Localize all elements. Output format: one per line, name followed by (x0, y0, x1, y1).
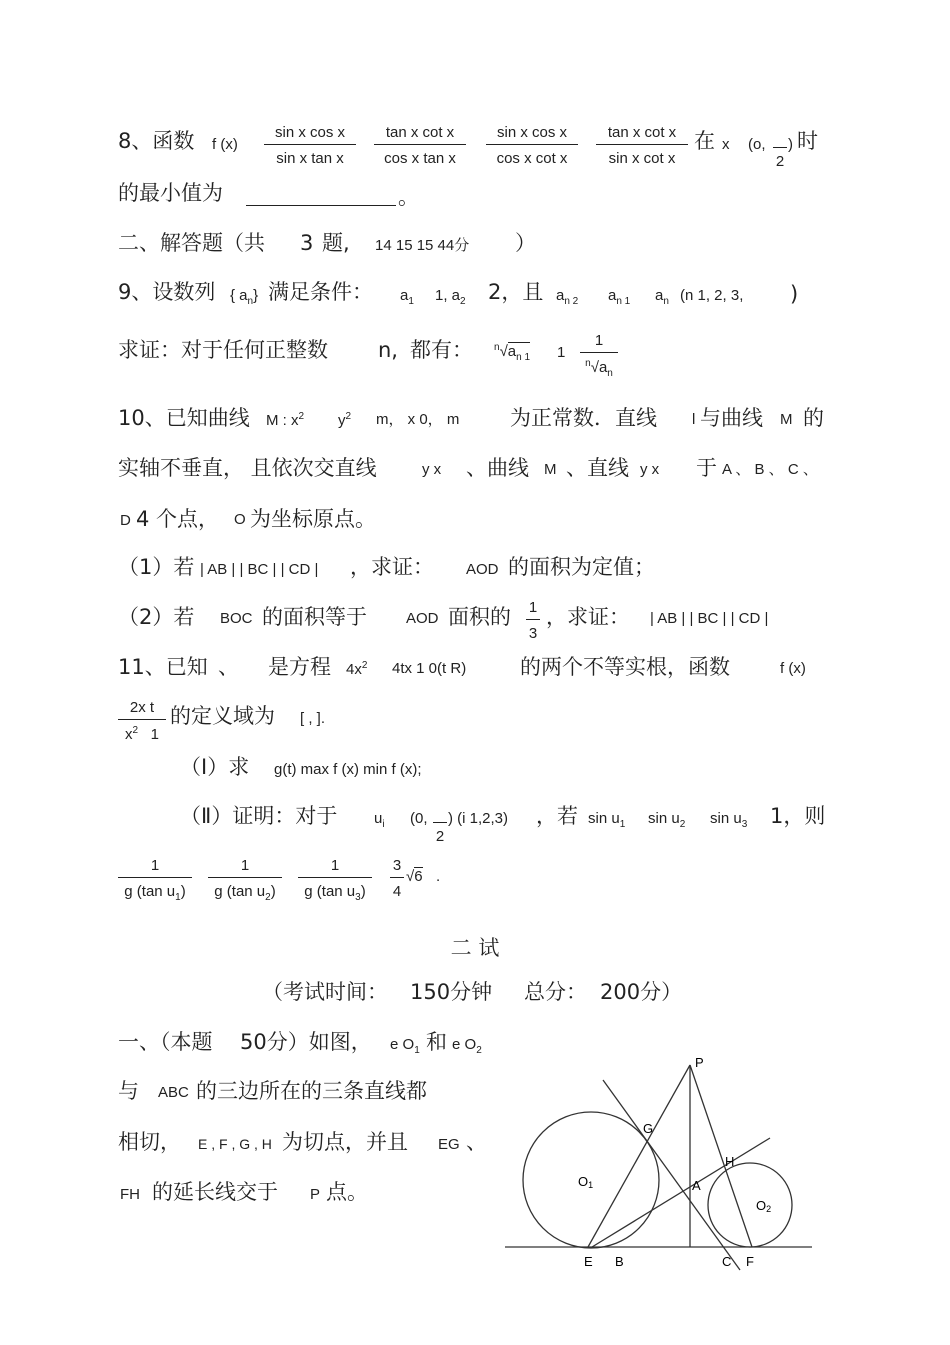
p1-line3b: 为切点，并且 (282, 1130, 408, 1154)
q10-p2c: 面积的 (448, 605, 511, 629)
q8-answer-blank (246, 205, 396, 206)
p1-sep: 、 (466, 1130, 487, 1154)
exam2-total-lbl: 总分： (524, 980, 587, 1004)
q9-line2: 求证：对于任何正整数 (118, 338, 328, 362)
q9-n-range: (n 1, 2, 3, (680, 287, 744, 304)
label-O2: O2 (756, 1198, 772, 1214)
q8-frac-3: sin x cos x cos x cot x (486, 125, 578, 166)
q8-end: 。 (398, 185, 419, 209)
p1-line3a: 相切， (118, 1130, 181, 1154)
line-eg-extended (588, 1065, 690, 1247)
q10-O: O (234, 511, 246, 528)
q9-frac: 1 $^n√a_n$ (580, 333, 618, 379)
circle-o1 (523, 1112, 659, 1248)
q11-domain: 的定义域为 (170, 704, 275, 728)
q10-p1-aod: AOD (466, 561, 499, 578)
q11-eq1: 1，则 (770, 804, 826, 828)
q11-eq: $4x^2$ (346, 660, 368, 678)
q10-y: $y^2$ (338, 411, 352, 429)
q9-an2: $a_{n 2}$ (556, 287, 579, 307)
q9-label: 9、设数列 (118, 280, 216, 304)
q8-range-close: ) (788, 136, 793, 153)
q10-of: 的 (803, 406, 824, 430)
exam2-total-val: 200分） (600, 980, 683, 1004)
q10-p1a: （1）若 (118, 555, 195, 579)
q11-rhs-end: . (436, 868, 441, 885)
label-E: E (584, 1254, 593, 1269)
q11-sin2: $\sin u_2$ (648, 810, 686, 830)
q8-line2: 的最小值为 (118, 181, 223, 205)
q9-one: 1 (557, 344, 566, 361)
q9-n: n, (378, 338, 398, 362)
p1-line1a: 一、（本题 (118, 1030, 213, 1054)
p1-eg: EG (438, 1136, 460, 1153)
q11-u-range-close: ) (i 1,2,3) (448, 810, 509, 827)
p1-P: P (310, 1186, 321, 1203)
section2-title: 二、解答题（共 (118, 231, 265, 255)
label-G: G (643, 1121, 654, 1136)
q8-frac-2: tan x cot x cos x tan x (374, 125, 466, 166)
q10-line2b: 、曲线 (466, 456, 529, 480)
q9-eq1: 1, $a_2$ (435, 287, 466, 307)
q11-eq-rest: 4tx 1 0(t R) (392, 660, 467, 677)
section2-ti: 题, (322, 231, 350, 255)
q10-M2: M (780, 411, 793, 428)
q11-part1: （Ⅰ）求 (180, 755, 250, 779)
label-O1: O1 (578, 1174, 594, 1190)
p1-eO2: e $O_2$ (452, 1036, 482, 1056)
p1-dot: 点。 (326, 1180, 368, 1204)
p1-line4: 的延长线交于 (152, 1180, 278, 1204)
q11-part2: （Ⅱ）证明：对于 (180, 804, 338, 828)
q11-g: g(t) max f (x) min f (x); (274, 761, 422, 778)
q10-label: 10、已知曲线 (118, 406, 250, 430)
q11-gfrac-1: 1 g (tan $u_1$) (118, 858, 192, 903)
q9-a1: $a_1$ (400, 287, 414, 307)
q10-origin: 为坐标原点。 (250, 507, 376, 531)
label-A: A (692, 1178, 701, 1193)
label-P: P (695, 1055, 704, 1070)
q11-gfrac-2: 1 g (tan $u_2$) (208, 858, 282, 903)
label-F: F (746, 1254, 754, 1269)
q10-p2-abs: | AB | | BC | | CD | (650, 610, 769, 627)
line-fh-extended (690, 1065, 752, 1247)
q9-root: $^n√a_{n 1}$ (494, 342, 531, 363)
q11-sin1: $\sin u_1$ (588, 810, 626, 830)
q10-p1b: ，求证： (350, 555, 434, 579)
line-bc (592, 1138, 770, 1247)
q10-l: l (692, 411, 696, 428)
q10-p1c: 的面积为定值； (508, 555, 655, 579)
q10-p1-abs: | AB | | BC | | CD | (200, 561, 319, 578)
q10-p2d: ，求证： (546, 605, 630, 629)
p1-abc: ABC (158, 1084, 189, 1101)
q9-cond: 满足条件： (268, 280, 373, 304)
q10-four: 4 个点， (136, 507, 220, 531)
exam2-time-val: 150分钟 (410, 980, 493, 1004)
q11-roots: 的两个不等实根，函数 (520, 655, 730, 679)
q10-pts: A 、 B 、 C 、 (722, 461, 818, 478)
line-ab (603, 1080, 740, 1270)
q11-u-frac: 2 (433, 803, 447, 844)
q11-rhs-frac: 3 4 (390, 858, 404, 899)
exam2-title: 二 试 (450, 936, 500, 960)
p1-eO1: e $O_1$ (390, 1036, 420, 1056)
label-C: C (722, 1254, 732, 1269)
q10-D: D (120, 512, 131, 529)
q8-label: 8、函数 (118, 129, 195, 153)
p1-line2a: 与 (118, 1079, 139, 1103)
q11-frac: 2x t $x^2$ 1 (118, 700, 166, 742)
q8-frac-4: tan x cot x sin x cot x (596, 125, 688, 166)
q11-fx: f (x) (780, 660, 806, 677)
q10-const: 为正常数．直线 (510, 406, 657, 430)
p1-fh: FH (120, 1186, 140, 1203)
q11-comma: ，若 (536, 804, 578, 828)
section2-scores: 14 15 15 44分 (375, 237, 470, 254)
q8-range-frac: 2 (773, 128, 787, 169)
q10-at: 于 (696, 456, 717, 480)
q9-an: $a_n$ (655, 287, 669, 307)
section2-count: 3 (300, 231, 314, 255)
q11-gfrac-3: 1 g (tan $u_3$) (298, 858, 372, 903)
q10-p2a: （2）若 (118, 605, 195, 629)
q10-p2-frac: 1 3 (526, 600, 540, 641)
q8-at: 在 (694, 129, 715, 153)
label-B: B (615, 1254, 624, 1269)
q10-p2-aod: AOD (406, 610, 439, 627)
q10-y-x: y x (422, 461, 442, 478)
q10-with: 与曲线 (700, 406, 763, 430)
exam2-time-open: （考试时间： (262, 980, 388, 1004)
q9-paren-close: ) (790, 282, 799, 306)
q8-when: 时 (797, 129, 818, 153)
q11-sin3: $\sin u_3$ (710, 810, 748, 830)
p1-and: 和 (426, 1030, 447, 1054)
q11-sep: 、 (218, 655, 239, 679)
q10-line2c: 、直线 (566, 456, 629, 480)
label-H: H (725, 1154, 735, 1169)
q11-rhs-root: √6 (406, 868, 423, 885)
q9-seq: { $a_n$} (230, 287, 259, 307)
q11-is: 是方程 (268, 655, 331, 679)
circle-o2 (708, 1163, 792, 1247)
q11-u-range: (0, (410, 810, 428, 827)
q11-interval: [ , ]. (300, 710, 326, 727)
q9-all: 都有： (410, 338, 473, 362)
q9-eq2: 2，且 (488, 280, 544, 304)
q10-line2a: 实轴不垂直， 且依次交直线 (118, 456, 377, 480)
q10-M: M : $x^2$ (266, 411, 305, 429)
q11-label: 11、已知 (118, 655, 208, 679)
q8-fx: f (x) (212, 136, 238, 153)
q10-M3: M (544, 461, 557, 478)
q11-u: $u_i$ (374, 810, 385, 830)
q10-p2b: 的面积等于 (262, 605, 367, 629)
q10-m: m， x 0， m (376, 411, 460, 428)
q8-frac-1: sin x cos x sin x tan x (264, 125, 356, 166)
p1-pts: E , F , G , H (198, 1136, 272, 1152)
q8-range-open: (o, (748, 136, 766, 153)
q8-x: x (722, 136, 730, 153)
p1-score: 50分）如图， (240, 1030, 372, 1054)
q10-p2-boc: BOC (220, 610, 253, 627)
q9-an1: $a_{n 1}$ (608, 287, 631, 307)
section2-close: ） (515, 231, 536, 255)
p1-line2b: 的三边所在的三条直线都 (196, 1079, 427, 1103)
q10-y-x2: y x (640, 461, 660, 478)
